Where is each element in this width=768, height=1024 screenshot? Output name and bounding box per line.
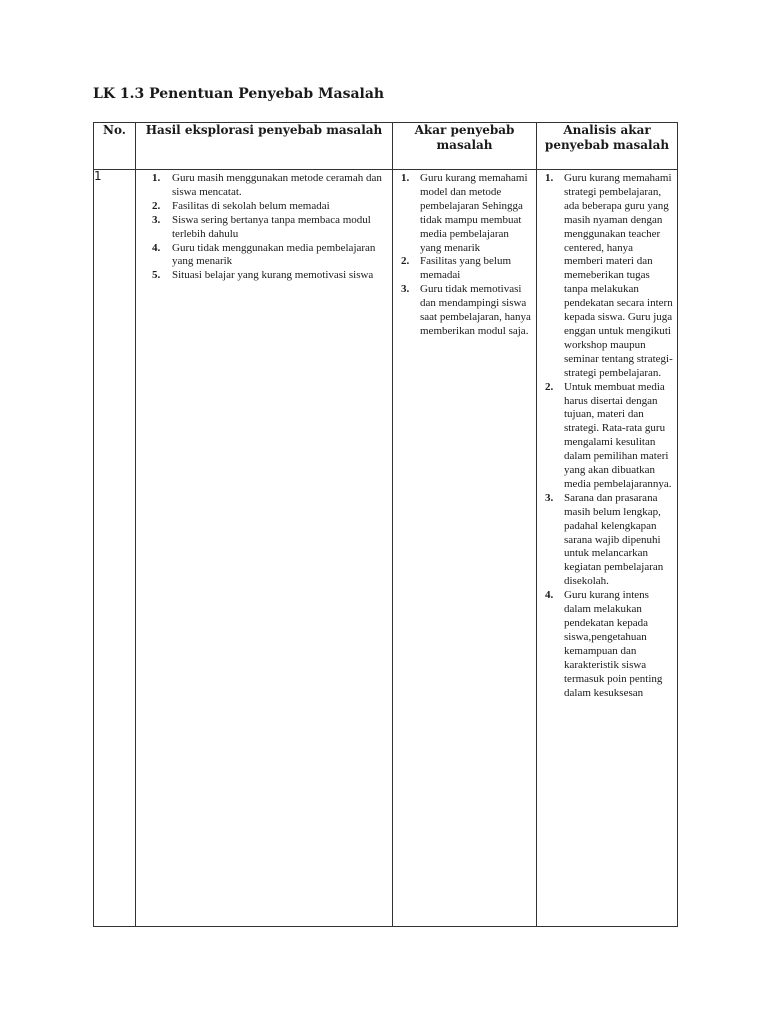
list-item-text: Guru masih menggunakan metode ceramah dan siswa mencatat. [172, 172, 382, 198]
list-item-text: Siswa sering bertanya tanpa membaca modul terlebih dahulu [172, 213, 371, 240]
list-item-number: 2. [545, 380, 554, 393]
problem-cause-table [93, 122, 678, 927]
list-item-number: 3. [152, 213, 161, 226]
list-item-number: 3. [545, 491, 554, 504]
list-item-text: Guru tidak memotivasi dan mendampingi siswa saat pembelajaran, hanya memberikan modul saja. [420, 283, 531, 337]
list-item [545, 381, 673, 492]
analisis-list [537, 170, 677, 700]
list-item [152, 214, 388, 242]
list-item-text: Guru kurang intens dalam melakukan pendekatan kepada siswa,pengetahuan kemampuan dan karakteristik siswa termasuk poin penting dalam kesuksesan [564, 589, 663, 699]
list-item-text: Untuk membuat media harus disertai dengan tujuan, materi dan strategi. Rata-rata guru mengalami kesulitan dalam pemilihan materi yang akan dibuatkan media pembelajarannya. [564, 380, 672, 490]
header-akar-penyebab: Akar penyebab masalah [393, 123, 537, 170]
table-row [94, 170, 678, 927]
list-item-number: 1. [401, 172, 410, 184]
list-item-number: 3. [401, 283, 410, 296]
list-item-text: Guru kurang memahami model dan metode pembelajaran Sehingga tidak mampu membuat media pembelajaran yang menarik [420, 172, 528, 254]
list-item [152, 242, 388, 270]
list-item-text: Situasi belajar yang kurang memotivasi siswa [172, 269, 374, 282]
list-item [401, 283, 532, 339]
cell-analisis-akar [537, 170, 678, 927]
row-number: 1 [94, 170, 136, 927]
list-item-text: Guru tidak menggunakan media pembelajaran yang menarik [172, 241, 376, 268]
list-item [545, 589, 673, 700]
list-item-text: Sarana dan prasarana masih belum lengkap, padahal kelengkapan sarana wajib dipenuhi untuk melancarkan kegiatan pembelajaran disekolah. [564, 491, 664, 588]
header-no: No. [94, 123, 136, 170]
cell-akar-penyebab [393, 170, 537, 927]
cell-hasil-eksplorasi [136, 170, 393, 927]
list-item-number: 2. [401, 255, 410, 268]
akar-list [393, 170, 536, 339]
header-analisis-akar: Analisis akar penyebab masalah [537, 123, 678, 170]
list-item [401, 255, 532, 283]
list-item [545, 492, 673, 589]
list-item [152, 172, 388, 200]
hasil-list [136, 170, 392, 283]
page-title: LK 1.3 Penentuan Penyebab Masalah [93, 86, 385, 102]
list-item-text: Guru kurang memahami strategi pembelajaran, ada beberapa guru yang masih nyaman dengan menggunakan teacher centered, hanya memberi materi dan memeberikan tugas tanpa melakukan pendekatan secara intern kepada siswa. Guru juga enggan untuk mengikuti workshop maupun seminar tentang strategi-strategi pembelajaran. [564, 172, 673, 379]
list-item-text: Fasilitas di sekolah belum memadai [172, 199, 330, 212]
list-item [545, 172, 673, 381]
list-item-number: 1. [545, 172, 554, 184]
list-item [152, 269, 388, 283]
list-item-number: 1. [152, 172, 161, 184]
list-item-number: 2. [152, 199, 161, 212]
header-hasil-eksplorasi: Hasil eksplorasi penyebab masalah [136, 123, 393, 170]
list-item [401, 172, 532, 255]
list-item-number: 5. [152, 269, 161, 282]
list-item-number: 4. [152, 241, 161, 254]
list-item-number: 4. [545, 589, 554, 602]
header-row [94, 123, 678, 170]
list-item-text: Fasilitas yang belum memadai [420, 255, 512, 282]
list-item [152, 200, 388, 214]
